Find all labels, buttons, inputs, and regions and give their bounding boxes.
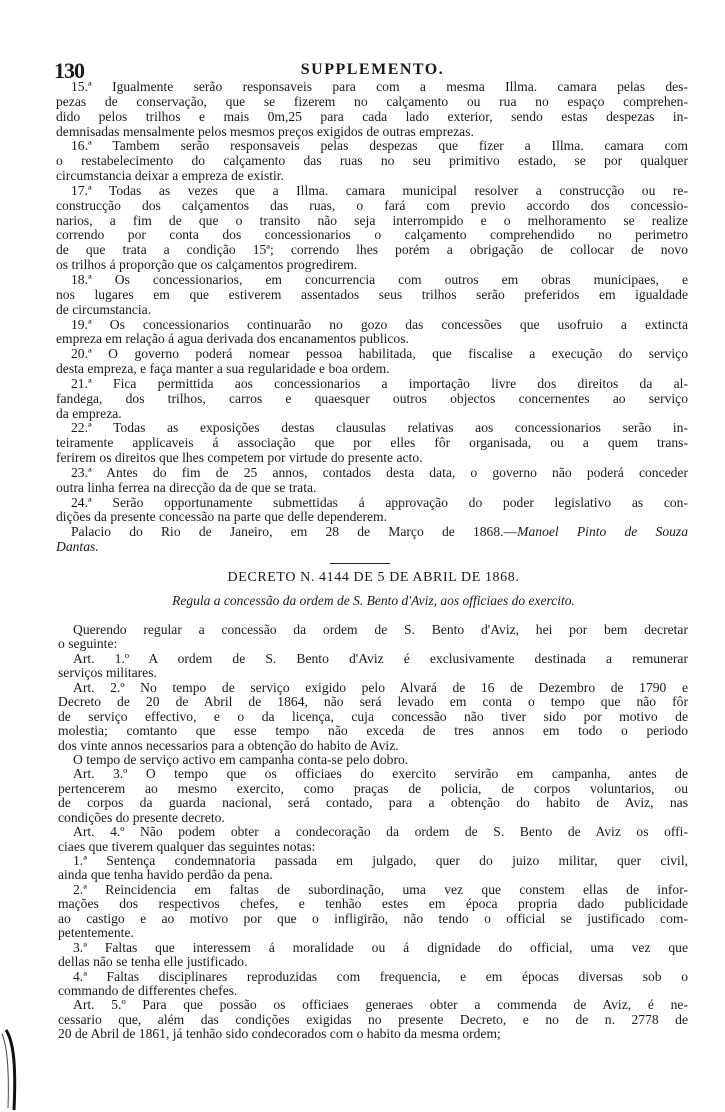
text-line: 1.ª Sentença condemnatoria passada em julgado, quer do juizo militar, quer civil, — [73, 853, 688, 868]
text-line: desta empreza, e faça manter a sua regularidade e boa ordem. — [56, 361, 390, 377]
paragraph — [56, 139, 688, 184]
decree-subtitle: Regula a concessão da ordem de S. Bento d'Aviz, aos officiaes do exercito. — [172, 593, 575, 608]
text-line: demnisadas mensalmente pelos mesmos preços exigidos de outras emprezas. — [56, 123, 474, 139]
text-line: empreza em relação á agua derivada dos encanamentos publicos. — [56, 331, 409, 347]
text-line: outra linha ferrea na direcção da de que se trata. — [56, 479, 317, 495]
text-line: de circumstancia. — [56, 301, 152, 317]
supplement-clauses — [56, 80, 688, 555]
text-line: dos vinte annos necessarios para a obtenção do habito de Aviz. — [58, 737, 399, 753]
paragraph — [58, 753, 688, 767]
paragraph — [56, 80, 688, 139]
signature: Manoel Pinto de Souza — [517, 524, 689, 540]
paragraph — [56, 466, 688, 496]
text-line: Art. 1.º A ordem de S. Bento d'Aviz é exclusivamente destinada a remunerar — [73, 650, 688, 666]
text-line: de corpos da guarda nacional, será contado, para a obtenção do habito de Aviz, nas — [58, 795, 688, 811]
text-line: o seguinte: — [58, 636, 118, 652]
signature-continuation: Dantas. — [56, 539, 99, 555]
text-line: 4.ª Faltas disciplinares reproduzidas com frequencia, e em épocas diversas sob o — [73, 968, 688, 984]
text-line: os trilhos á proporção que os calçamentos progredirem. — [56, 257, 358, 273]
page-number: 130 — [54, 58, 84, 83]
text-line: o restabelecimento do calçamento das ruas no seu primitivo estado, se por qualquer — [56, 153, 688, 169]
text-line: 24.ª Serão opportunamente submettidas á approvação do poder legislativo as con- — [71, 494, 688, 510]
paragraph — [58, 652, 688, 681]
text-line: pertencerem ao mesmo exercito, como praças de policia, de corpos voluntarios, ou — [58, 780, 688, 796]
section-divider — [330, 563, 390, 564]
text-line: 2.ª Reincidencia em faltas de subordinação, uma vez que constem ellas de infor- — [73, 881, 688, 897]
text-line: 16.ª Tambem serão responsaveis pelas despezas que fizer a Illma. camara com — [71, 138, 688, 154]
text-line: de que trata a condição 15ª; correndo lhes porém a obrigação de collocar de novo — [56, 242, 688, 258]
paragraph — [56, 421, 688, 466]
paragraph — [58, 767, 688, 825]
text-line: narios, a fim de que o transito não seja interrompido e o melhoramento se realize — [56, 212, 688, 228]
paragraph — [56, 377, 688, 422]
running-title: SUPPLEMENTO. — [300, 61, 445, 78]
paragraph — [56, 184, 688, 273]
scan-edge-mark — [0, 1028, 24, 1112]
place-date: Palacio do Rio de Janeiro, em 28 de Março de 1868.— — [71, 524, 518, 540]
text-line: circumstancia deixar a empreza de existir. — [56, 168, 284, 184]
text-line: ao castigo e ao motivo por que o infligirão, não tendo o official se justificado com- — [58, 910, 688, 926]
paragraph — [58, 883, 688, 941]
paragraph — [58, 970, 688, 999]
text-line: pezas de conservação, que se fizerem no calçamento ou rua no espaço comprehen- — [56, 93, 688, 109]
paragraph — [56, 496, 688, 526]
decree-body — [58, 623, 688, 1042]
article-list — [58, 623, 688, 1042]
text-line: Decreto de 20 de Abril de 1864, não será levado em conta o tempo que não fôr — [58, 694, 688, 710]
paragraph — [56, 347, 688, 377]
text-line: construcção dos calçamentos das ruas, o fará com previo accordo dos concessio- — [56, 197, 688, 213]
closing-paragraph — [56, 525, 688, 555]
text-line: ainda que tenha havido perdão da pena. — [58, 867, 273, 883]
text-line: 21.ª Fica permittida aos concessionarios a importação livre dos direitos da al- — [71, 375, 688, 391]
text-line: teiramente applicaveis á associação que por elles fôr organisada, ou a quem trans- — [56, 435, 688, 451]
text-line: petentemente. — [58, 925, 134, 941]
paragraph — [58, 854, 688, 883]
text-line — [56, 525, 688, 540]
text-line: commando de differentes chefes. — [58, 982, 238, 998]
text-line: mações dos respectivos chefes, e tenhão estes em época propria dado publicidade — [58, 896, 688, 912]
paragraph — [58, 998, 688, 1041]
text-line: dições da presente concessão na parte que delle dependerem. — [56, 509, 388, 525]
paragraph — [58, 941, 688, 970]
text-line: 23.ª Antes do fim de 25 annos, contados desta data, o governo não poderá conceder — [71, 464, 688, 480]
text-line: 15.ª Igualmente serão responsaveis para com a mesma Illma. camara pelas des- — [71, 79, 688, 94]
text-line: 18.ª Os concessionarios, em concurrencia com outros em obras municipaes, e — [71, 271, 688, 287]
clause-list — [56, 80, 688, 525]
text-line: fandega, dos trilhos, carros e quaesquer outros objectos concernentes ao serviço — [56, 390, 688, 406]
text-line: de serviço effectivo, e o da licença, cuja concessão não tiver sido por motivo de — [58, 708, 688, 724]
text-line: 17.ª Todas as vezes que a Illma. camara municipal resolver a construcção ou re- — [71, 182, 688, 198]
text-line: nos lugares em que estiverem assentados seus trilhos serão preferidos em igualdade — [56, 286, 688, 302]
text-line: serviços militares. — [58, 665, 157, 681]
text-line: 20.ª O governo poderá nomear pessoa habilitada, que fiscalise a execução do serviço — [71, 346, 688, 362]
decree-title: DECRETO N. 4144 DE 5 DE ABRIL DE 1868. — [227, 570, 520, 585]
paragraph — [58, 623, 688, 652]
text-line: ferirem os direitos que lhes competem por virtude do presente acto. — [56, 450, 423, 466]
text-line: dido pelos trilhos e mais 0m,25 para cada lado exterior, sendo estas despezas in- — [56, 108, 688, 124]
paragraph — [56, 318, 688, 348]
text-line: molestia; comtanto que esse tempo não exceda de tres annos em todo o periodo — [58, 723, 688, 739]
text-line: Art. 3.º O tempo que os officiaes do exercito servirão em campanha, antes de — [73, 766, 688, 782]
text-line: da empreza. — [56, 405, 122, 421]
text-line: dellas não se tenha elle justificado. — [58, 954, 248, 970]
text-line: 3.ª Faltas que interessem á moralidade ou á dignidade do official, uma vez que — [73, 939, 688, 955]
text-line: Querendo regular a concessão da ordem de S. Bento d'Aviz, hei por bem decretar — [73, 622, 688, 637]
text-line: correndo por conta dos concessionarios o calçamento comprehendido no perimetro — [56, 227, 688, 243]
paragraph — [58, 681, 688, 753]
text-line: 20 de Abril de 1861, já tenhão sido condecorados com o habito da mesma ordem; — [58, 1026, 501, 1042]
text-line: Art. 2.º No tempo de serviço exigido pelo Alvará de 16 de Dezembro de 1790 e — [73, 679, 688, 695]
text-line: O tempo de serviço activo em campanha conta-se pelo dobro. — [73, 751, 409, 767]
paragraph — [58, 825, 688, 854]
text-line: cessario que, além das condições exigidas no presente Decreto, e no de n. 2778 de — [58, 1011, 688, 1027]
text-line: 19.ª Os concessionarios continuarão no gozo das concessões que usofruio a extincta — [71, 316, 688, 332]
text-line: 22.ª Todas as exposições destas clausulas relativas aos concessionarios serão in- — [71, 420, 688, 436]
text-line: Art. 4.º Não podem obter a condecoração da ordem de S. Bento de Aviz os offi- — [73, 824, 688, 840]
text-line: ciaes que tiverem qualquer das seguintes notas: — [58, 838, 316, 854]
text-line: Art. 5.º Para que possão os officiaes generaes obter a commenda de Aviz, é ne- — [73, 997, 688, 1013]
text-line: condições do presente decreto. — [58, 809, 225, 825]
paragraph — [56, 273, 688, 318]
